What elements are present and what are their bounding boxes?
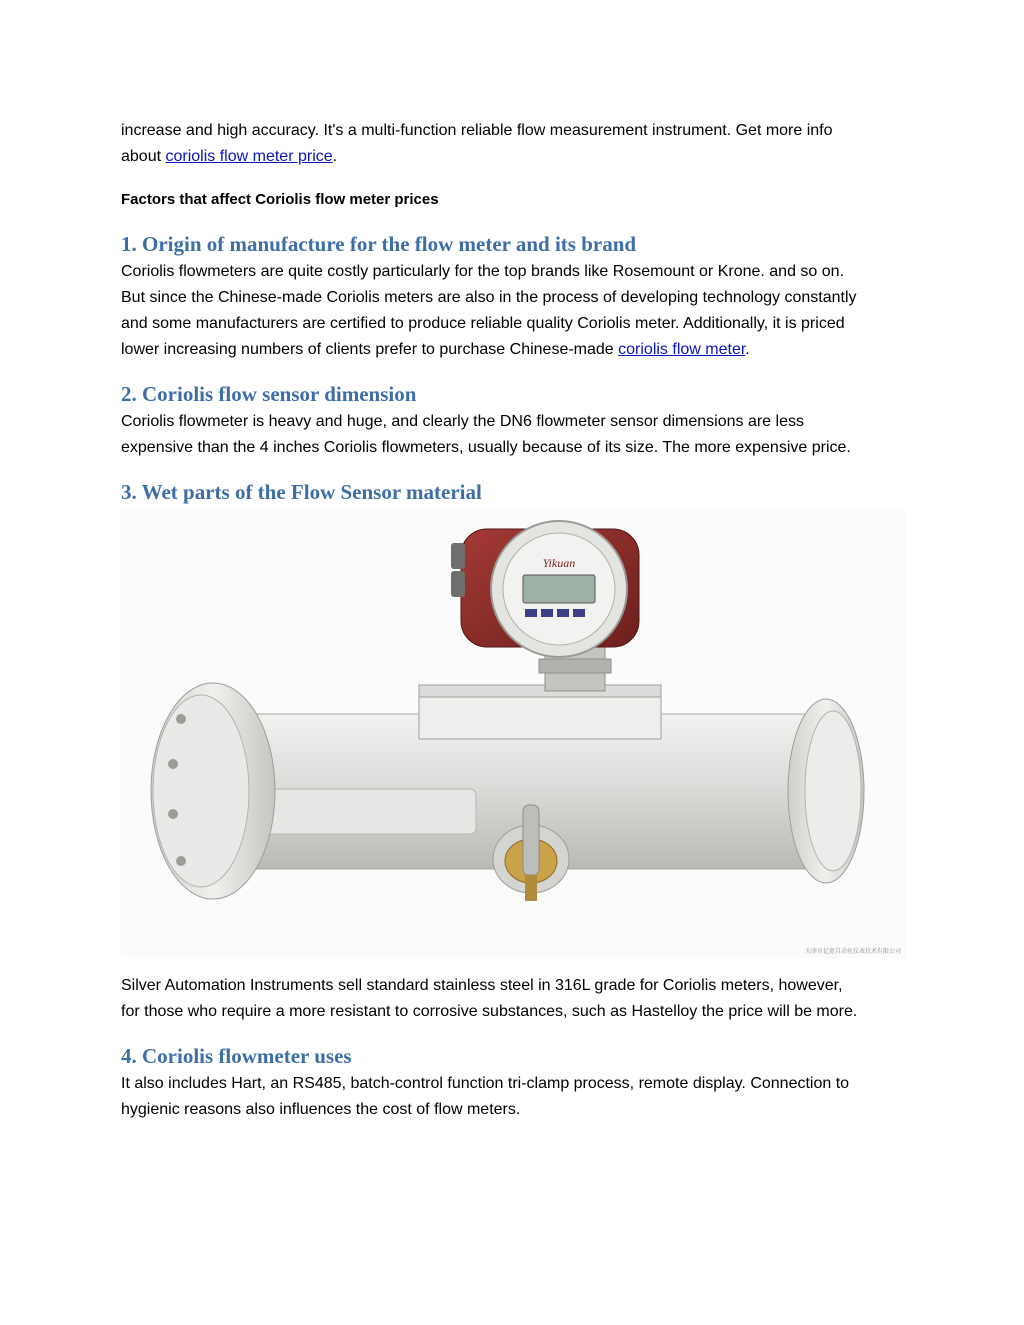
section-3-line: Silver Automation Instruments sell standard stainless steel in 316L grade for Coriolis meters, however, [121,977,843,994]
coriolis-flow-meter-link[interactable]: coriolis flow meter [618,341,746,358]
coriolis-flow-meter-price-link[interactable]: coriolis flow meter price [165,148,333,165]
section-3-line: for those who require a more resistant to corrosive substances, such as Hastelloy the price will be more. [121,1003,858,1020]
section-4-line: It also includes Hart, an RS485, batch-control function tri-clamp process, remote display. Connection to [121,1075,850,1092]
section-1-heading: 1. Origin of manufacture for the flow meter and its brand [121,232,637,256]
coriolis-flowmeter-photo [121,509,906,958]
intro-line-2: about coriolis flow meter price. [121,148,338,165]
section-4-paragraph [121,1071,911,1123]
photo-watermark: 天津市亿宽自动化仪表技术有限公司 [804,948,901,955]
section-4-heading: 4. Coriolis flowmeter uses [121,1044,352,1068]
section-1-line: But since the Chinese-made Coriolis meters are also in the process of developing technology constantly [121,289,857,306]
intro-paragraph [121,118,911,170]
section-2-line: expensive than the 4 inches Coriolis flowmeters, usually because of its size. The more expensive price. [121,439,851,456]
section-2-heading: 2. Coriolis flow sensor dimension [121,382,417,406]
section-1-paragraph [121,259,911,363]
section-1-line: lower increasing numbers of clients prefer to purchase Chinese-made coriolis flow meter. [121,341,750,358]
section-2-paragraph [121,409,911,461]
section-3-heading: 3. Wet parts of the Flow Sensor material [121,480,482,504]
section-3-paragraph [121,973,911,1025]
brand-logo-text: Yikuan [542,556,576,570]
section-4-line: hygienic reasons also influences the cost of flow meters. [121,1101,521,1118]
section-1-line: and some manufacturers are certified to produce reliable quality Coriolis meter. Additionally, it is priced [121,315,845,332]
section-2-line: Coriolis flowmeter is heavy and huge, and clearly the DN6 flowmeter sensor dimensions are less [121,413,804,430]
intro-line-1: increase and high accuracy. It's a multi-function reliable flow measurement instrument. Get more info [121,122,833,139]
section-1-line: Coriolis flowmeters are quite costly particularly for the top brands like Rosemount or Krone. and so on. [121,263,845,280]
factors-subheading: Factors that affect Coriolis flow meter prices [121,191,439,208]
